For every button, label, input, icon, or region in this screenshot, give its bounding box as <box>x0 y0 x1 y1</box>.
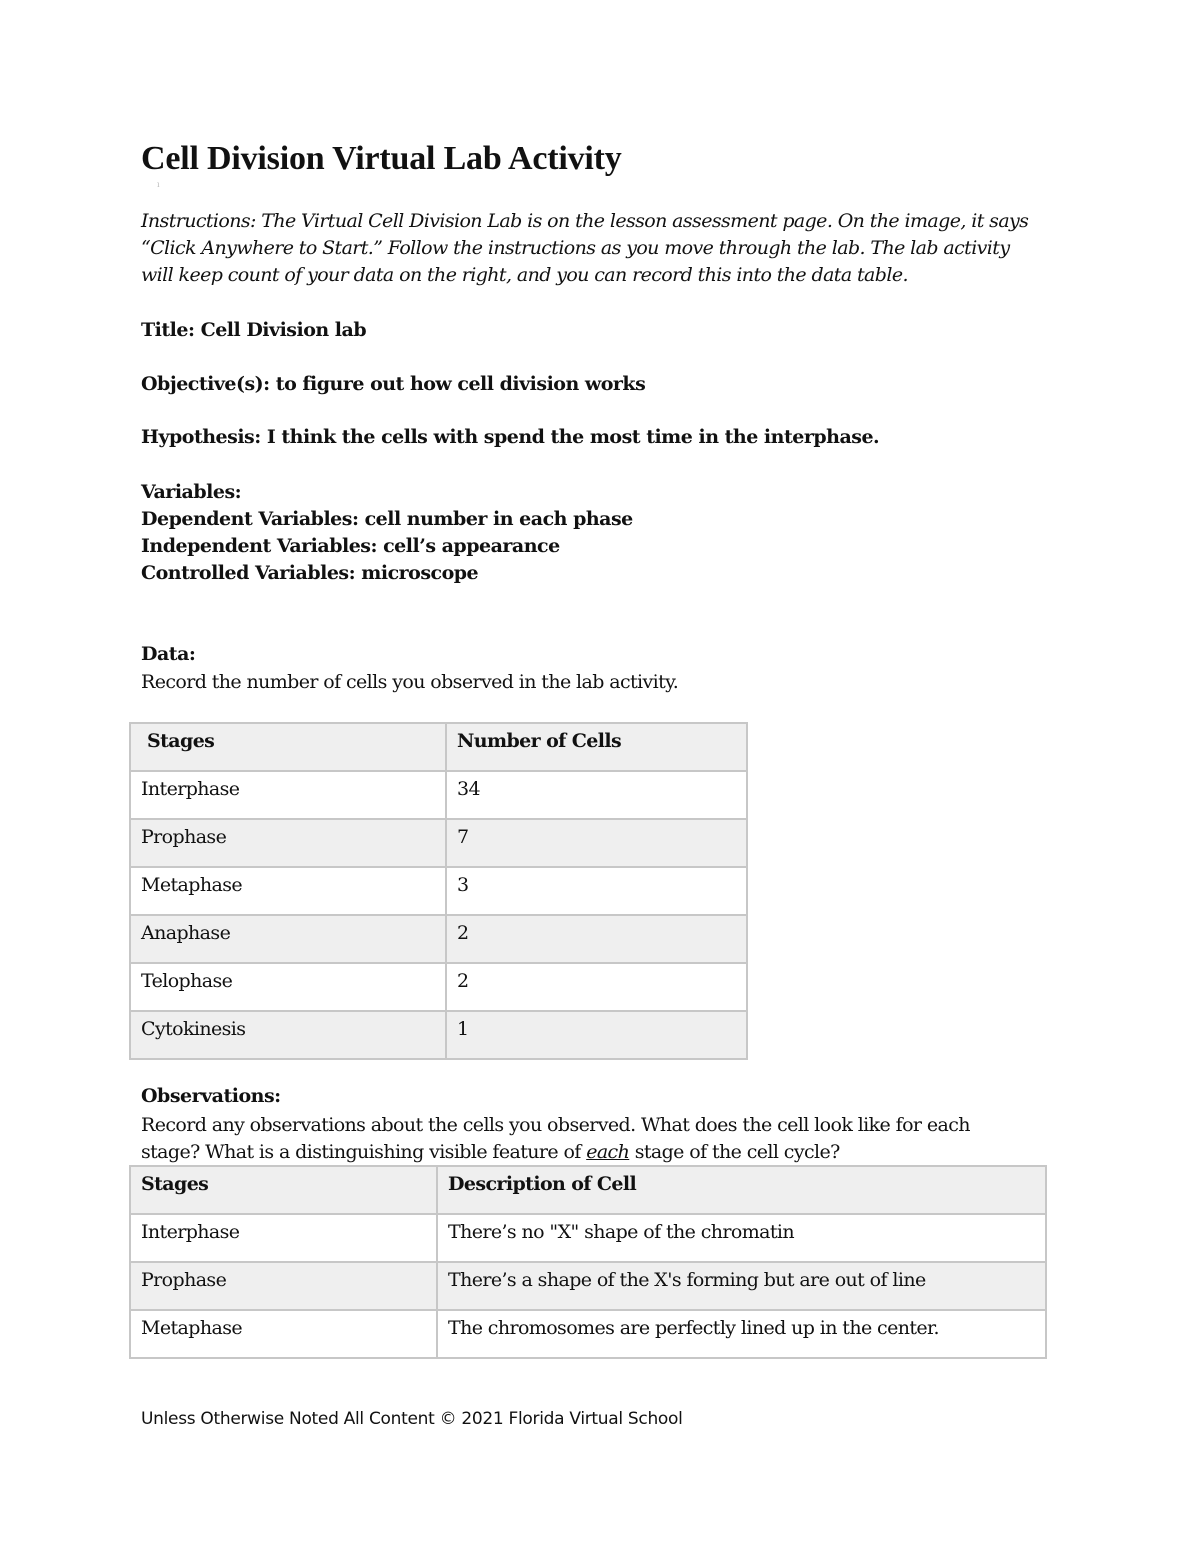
instructions-paragraph: Instructions: The Virtual Cell Division Lab is on the lesson assessment page. On the image, it says “Click Anywhere to Start.” Follow the instructions as you move through the lab. The lab activity will keep count of your data on the right, and you can record this into the data table. <box>141 210 1029 286</box>
data-prompt: Record the number of cells you observed in the lab activity. <box>141 671 679 693</box>
table-row <box>130 963 747 1011</box>
header-description: Description of Cell <box>437 1166 1046 1214</box>
table-header-row <box>130 723 747 771</box>
table-row <box>130 1214 1046 1262</box>
title-mark: ı <box>157 180 160 189</box>
count-cell: 1 <box>446 1011 747 1059</box>
table-row <box>130 819 747 867</box>
stage-cell: Metaphase <box>130 867 446 915</box>
stage-cell: Prophase <box>130 1262 437 1310</box>
observations-prompt-line-1: Record any observations about the cells you observed. What does the cell look like for each <box>141 1114 970 1136</box>
stage-cell: Telophase <box>130 963 446 1011</box>
lab-title-line: Title: Cell Division lab <box>141 319 367 341</box>
observations-prompt-part-a: stage? What is a distinguishing visible feature of <box>141 1141 587 1163</box>
footer-copyright: Unless Otherwise Noted All Content © 2021 Florida Virtual School <box>141 1409 683 1429</box>
observations-table <box>129 1165 1047 1359</box>
controlled-variables-line: Controlled Variables: microscope <box>141 562 479 584</box>
dependent-variables-line: Dependent Variables: cell number in each phase <box>141 508 633 530</box>
description-cell: There’s no "X" shape of the chromatin <box>437 1214 1046 1262</box>
stage-cell: Anaphase <box>130 915 446 963</box>
observations-prompt-line-2 <box>141 1139 840 1166</box>
objective-line: Objective(s): to figure out how cell division works <box>141 373 646 395</box>
observations-prompt-part-c: stage of the cell cycle? <box>629 1141 840 1163</box>
data-heading: Data: <box>141 643 196 665</box>
stage-cell: Metaphase <box>130 1310 437 1358</box>
stage-cell: Prophase <box>130 819 446 867</box>
table-header-row <box>130 1166 1046 1214</box>
count-cell: 2 <box>446 963 747 1011</box>
table-row <box>130 1011 747 1059</box>
table-row <box>130 771 747 819</box>
count-cell: 34 <box>446 771 747 819</box>
count-cell: 7 <box>446 819 747 867</box>
count-cell: 3 <box>446 867 747 915</box>
table-row <box>130 1310 1046 1358</box>
data-table <box>129 722 748 1060</box>
hypothesis-line: Hypothesis: I think the cells with spend the most time in the interphase. <box>141 426 880 448</box>
stage-cell: Interphase <box>130 1214 437 1262</box>
variables-heading: Variables: <box>141 481 242 503</box>
independent-variables-line: Independent Variables: cell’s appearance <box>141 535 560 557</box>
document-title: Cell Division Virtual Lab Activity <box>141 140 622 177</box>
stage-cell: Cytokinesis <box>130 1011 446 1059</box>
observations-prompt-emphasis: each <box>586 1141 630 1163</box>
description-cell: The chromosomes are perfectly lined up in the center. <box>437 1310 1046 1358</box>
description-cell: There’s a shape of the X's forming but are out of line <box>437 1262 1046 1310</box>
header-number-of-cells: Number of Cells <box>446 723 747 771</box>
observations-heading: Observations: <box>141 1085 281 1107</box>
count-cell: 2 <box>446 915 747 963</box>
table-row <box>130 1262 1046 1310</box>
header-stages: Stages <box>130 723 446 771</box>
table-row <box>130 867 747 915</box>
stage-cell: Interphase <box>130 771 446 819</box>
header-stages: Stages <box>130 1166 437 1214</box>
table-row <box>130 915 747 963</box>
